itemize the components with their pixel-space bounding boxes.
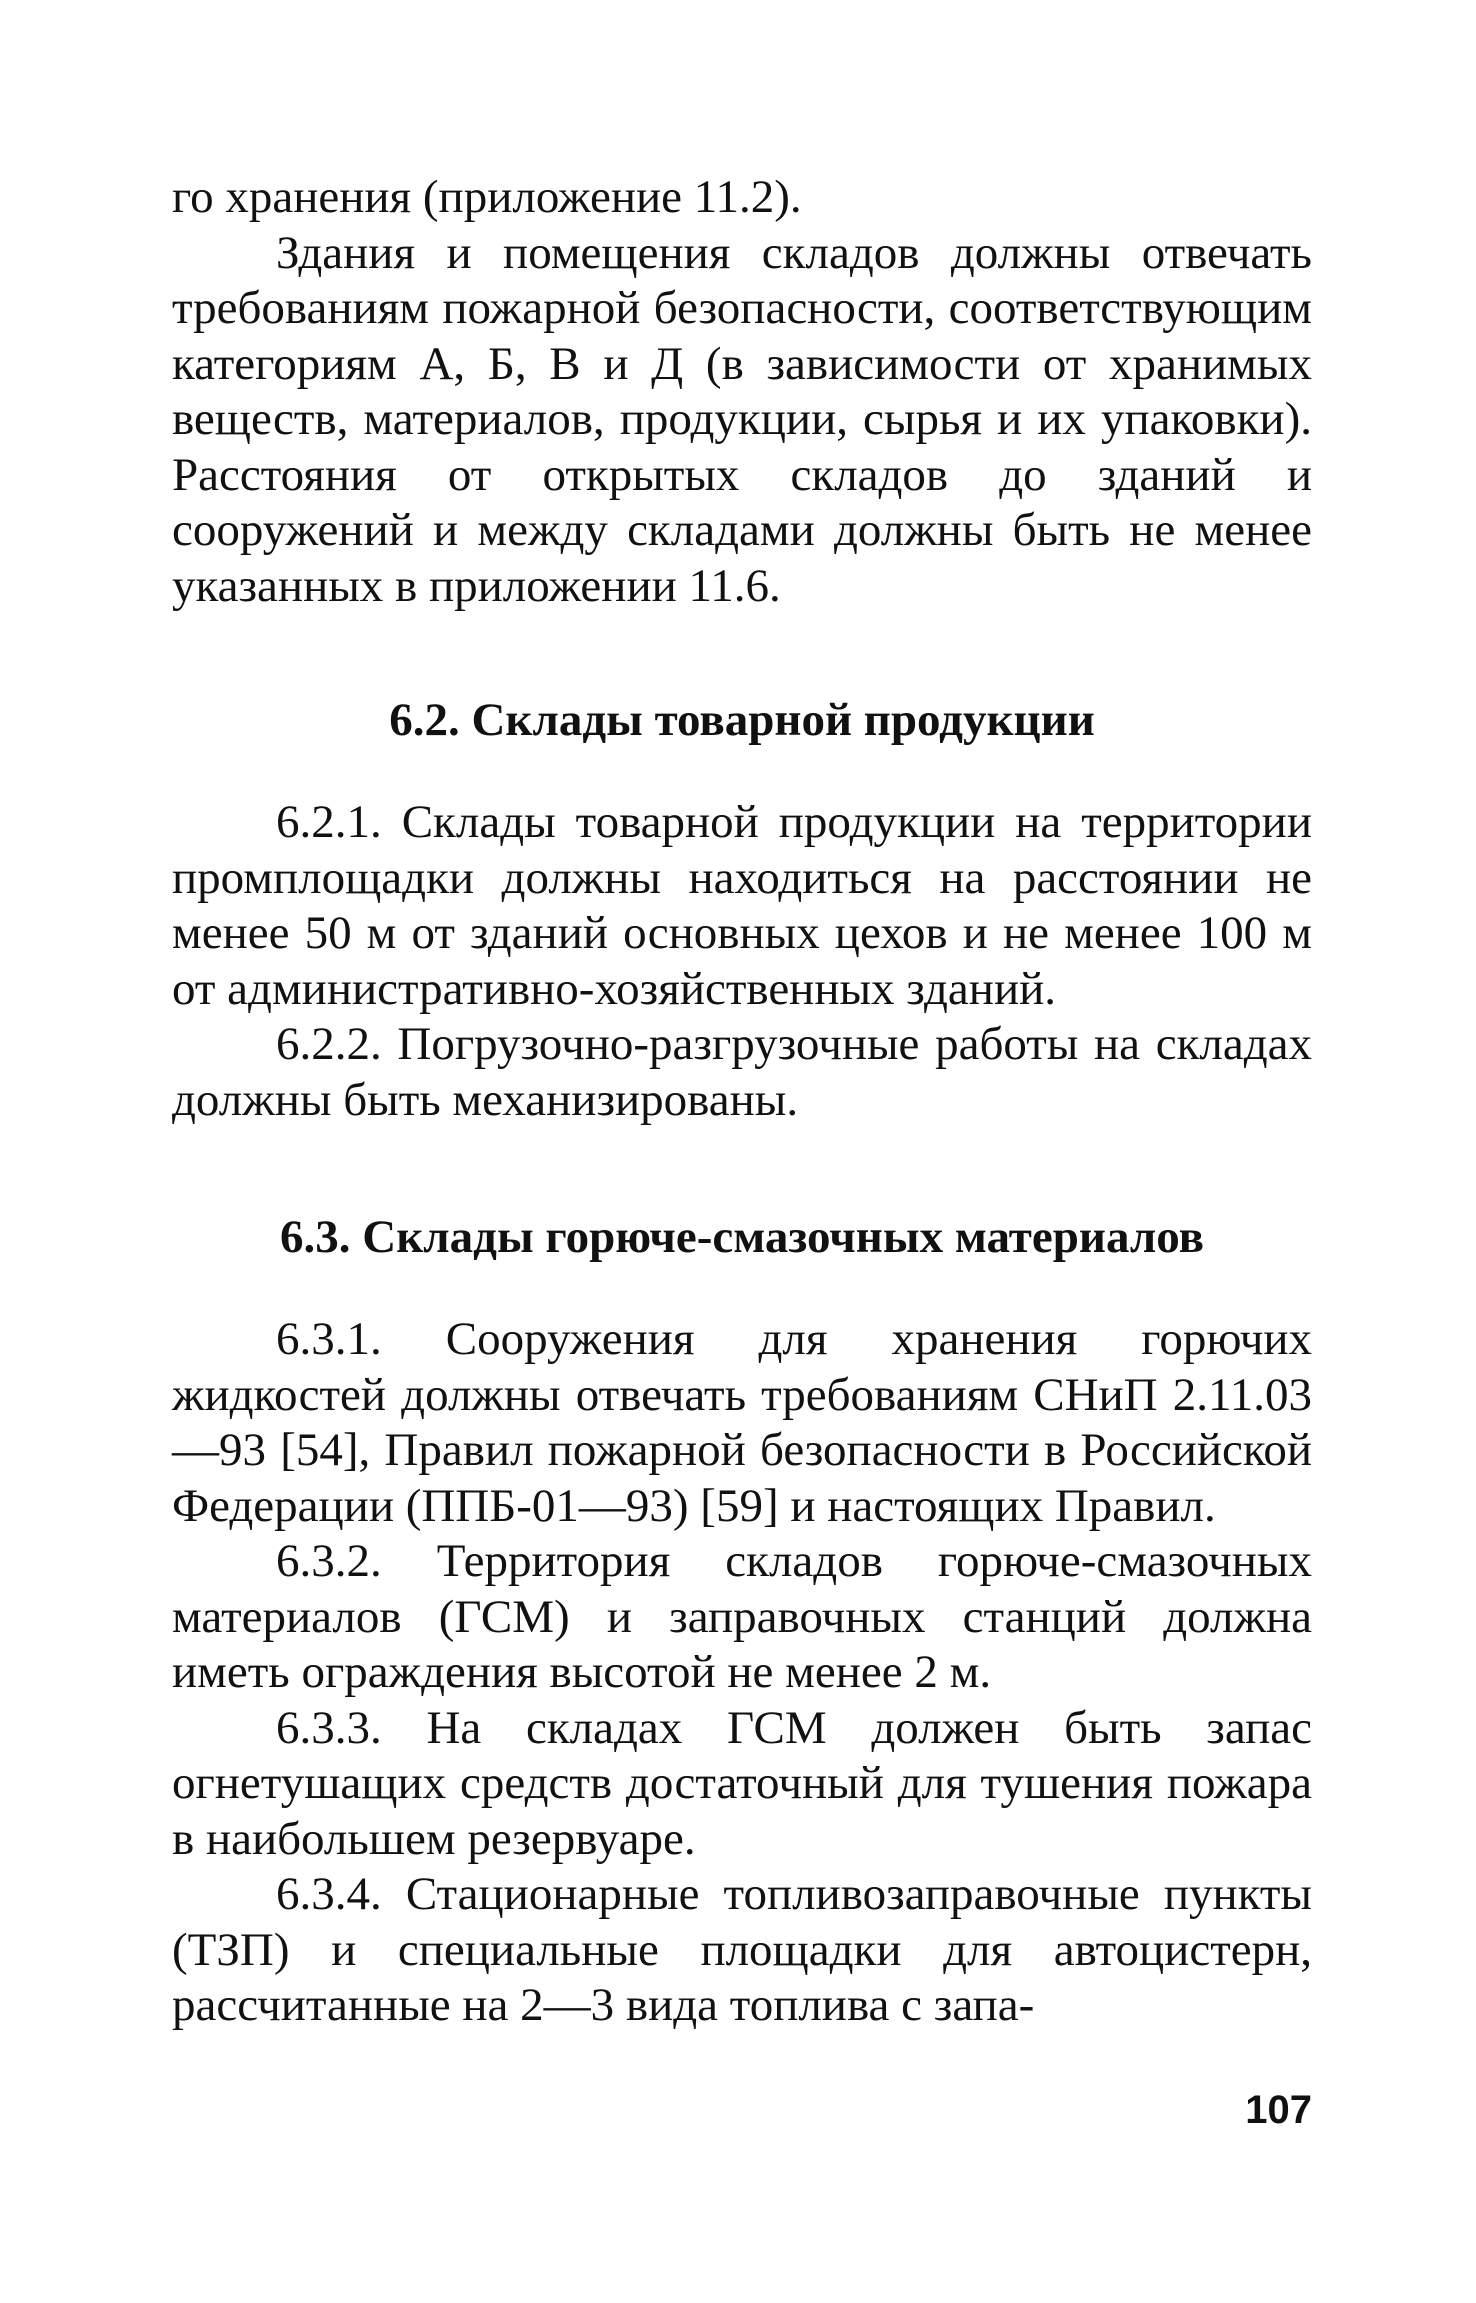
- paragraph-6-2-2: 6.2.2. Погрузочно-разгрузочные работы на складах должны быть механизированы.: [172, 1018, 1312, 1126]
- section-6-3: [172, 1210, 1312, 1266]
- paragraph-6-3-4: 6.3.4. Стационарные топливозаправочные пункты (ТЗП) и специальные площадки для автоцистерн, рассчитанные на 2—3 вида топлива с запа-: [172, 1868, 1312, 2031]
- section-6-2-body: [172, 795, 1312, 1128]
- page-number: 107: [1245, 2088, 1312, 2132]
- paragraph-buildings: Здания и помещения складов должны отвечать требованиям пожарной безопасности, соответствующим категориям А, Б, В и Д (в зависимости от хранимых веществ, материалов, продукции, сырья и их упаковки). Расстояния от открытых складов до зданий и сооружений и между складами должны быть не менее указанных в приложении 11.6.: [172, 226, 1312, 612]
- paragraph-6-3-2: 6.3.2. Территория складов горюче-смазочных материалов (ГСМ) и заправочных станций должна иметь ограждения высотой не менее 2 м.: [172, 1535, 1312, 1698]
- section-6-2: [172, 693, 1312, 749]
- paragraph-continuation: го хранения (приложение 11.2).: [172, 171, 802, 223]
- paragraph-6-3-1: 6.3.1. Сооружения для хранения горючих жидкостей должны отвечать требованиям СНиП 2.11.03—93 [54], Правил пожарной безопасности в Российской Федерации (ППБ-01—93) [59] и настоящих Правил.: [172, 1313, 1312, 1532]
- paragraph-6-3-3: 6.3.3. На складах ГСМ должен быть запас огнетушащих средств достаточный для тушения пожара в наибольшем резервуаре.: [172, 1701, 1312, 1865]
- heading-6-2: 6.2. Склады товарной продукции: [389, 694, 1095, 746]
- paragraph-6-2-1: 6.2.1. Склады товарной продукции на территории промплощадки должны находиться на расстоянии не менее 50 м от зданий основных цехов и не менее 100 м от административно-хозяйственных зданий.: [172, 796, 1312, 1015]
- section-6-3-body: [172, 1312, 1312, 2034]
- intro-block: [172, 170, 1312, 614]
- heading-6-3: 6.3. Склады горюче-смазочных материалов: [280, 1211, 1204, 1263]
